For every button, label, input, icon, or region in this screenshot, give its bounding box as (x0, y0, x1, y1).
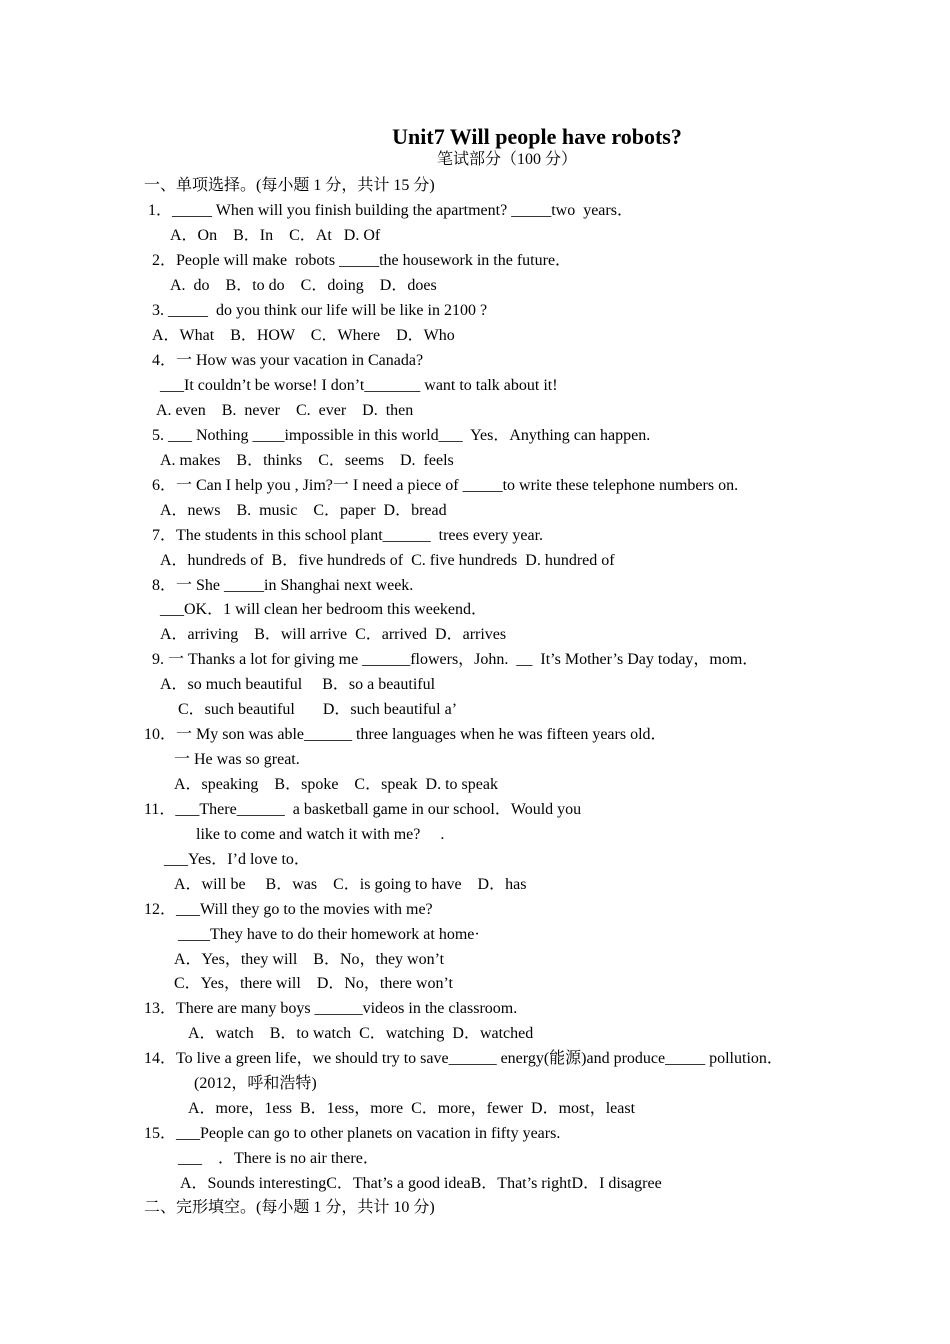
answer-options: A. even B. never C. ever D. then (156, 402, 414, 419)
answer-options: A．Sounds interestingC．That’s a good ideaB．That’s rightD．I disagree (180, 1175, 662, 1192)
answer-options: C．such beautiful D．such beautiful a’ (178, 701, 458, 718)
question-text: 11．___There______ a basketball game in our school．Would you (144, 801, 582, 818)
question-text: 2．People will make robots _____the housework in the future． (152, 252, 572, 269)
answer-options: C．Yes，there will D．No，there won’t (174, 975, 453, 992)
document-subtitle: 笔试部分（100 分） (436, 151, 577, 168)
question-text: 4．一 How was your vacation in Canada? (152, 352, 424, 369)
question-source: (2012，呼和浩特) (194, 1075, 317, 1092)
document-title: Unit7 Will people have robots? (392, 124, 682, 149)
answer-options: A．What B．HOW C．Where D．Who (152, 327, 455, 344)
answer-options: A. makes B．thinks C．seems D. feels (160, 452, 454, 469)
answer-options: A．so much beautiful B．so a beautiful (160, 676, 436, 693)
answer-options: A．more，1ess B．1ess，more C．more，fewer D．most，least (188, 1100, 636, 1117)
question-text: 14．To live a green life，we should try to save______ energy(能源)and produce_____ pollution． (144, 1050, 783, 1067)
question-text: ___Yes．I’d love to． (164, 851, 310, 868)
answer-options: A．news B. music C．paper D．bread (160, 502, 447, 519)
answer-options: A．Yes，they will B．No，they won’t (174, 951, 445, 968)
answer-options: A．On B．In C．At D. Of (170, 227, 381, 244)
question-text: 10．一 My son was able______ three languages when he was fifteen years old． (144, 726, 667, 743)
question-text: 一 He was so great. (174, 751, 300, 768)
question-text: 6．一 Can I help you , Jim?一 I need a piece of _____to write these telephone numbers on. (152, 477, 739, 494)
answer-options: A．will be B．was C．is going to have D．has (174, 876, 527, 893)
section-heading: 一、单项选择。(每小题 1 分，共计 15 分) (144, 177, 435, 194)
answer-options: A．arriving B．will arrive C．arrived D．arrives (160, 626, 507, 643)
question-text: ___OK．1 will clean her bedroom this weekend． (160, 601, 488, 618)
question-text: ____They have to do their homework at home· (178, 926, 480, 943)
question-text: 7．The students in this school plant______ trees every year. (152, 527, 544, 544)
answer-options: A. do B．to do C．doing D．does (170, 277, 437, 294)
answer-options: A．watch B．to watch C．watching D．watched (188, 1025, 534, 1042)
question-text: 9. 一 Thanks a lot for giving me ______flowers，John. __ It’s Mother’s Day today，mom． (152, 651, 759, 668)
question-text: ___It couldn’t be worse! I don’t_______ want to talk about it! (160, 377, 558, 394)
question-text: 12．___Will they go to the movies with me? (144, 901, 433, 918)
question-text: 8．一 She _____in Shanghai next week. (152, 577, 414, 594)
question-text: 5. ___ Nothing ____impossible in this world___ Yes．Anything can happen. (152, 427, 651, 444)
section-heading: 二、完形填空。(每小题 1 分，共计 10 分) (144, 1199, 435, 1216)
answer-options: A．speaking B．spoke C．speak D. to speak (174, 776, 498, 793)
answer-options: A．hundreds of B．five hundreds of C. five hundreds D. hundred of (160, 552, 615, 569)
question-text: 13．There are many boys ______videos in the classroom. (144, 1000, 518, 1017)
question-text: ___ ．There is no air there． (178, 1150, 379, 1167)
question-text: 3. _____ do you think our life will be like in 2100 ? (152, 302, 488, 319)
question-text: 1．_____ When will you finish building the apartment? _____two years． (148, 202, 633, 219)
question-text: like to come and watch it with me? . (196, 826, 445, 843)
question-text: 15．___People can go to other planets on vacation in fifty years. (144, 1125, 561, 1142)
